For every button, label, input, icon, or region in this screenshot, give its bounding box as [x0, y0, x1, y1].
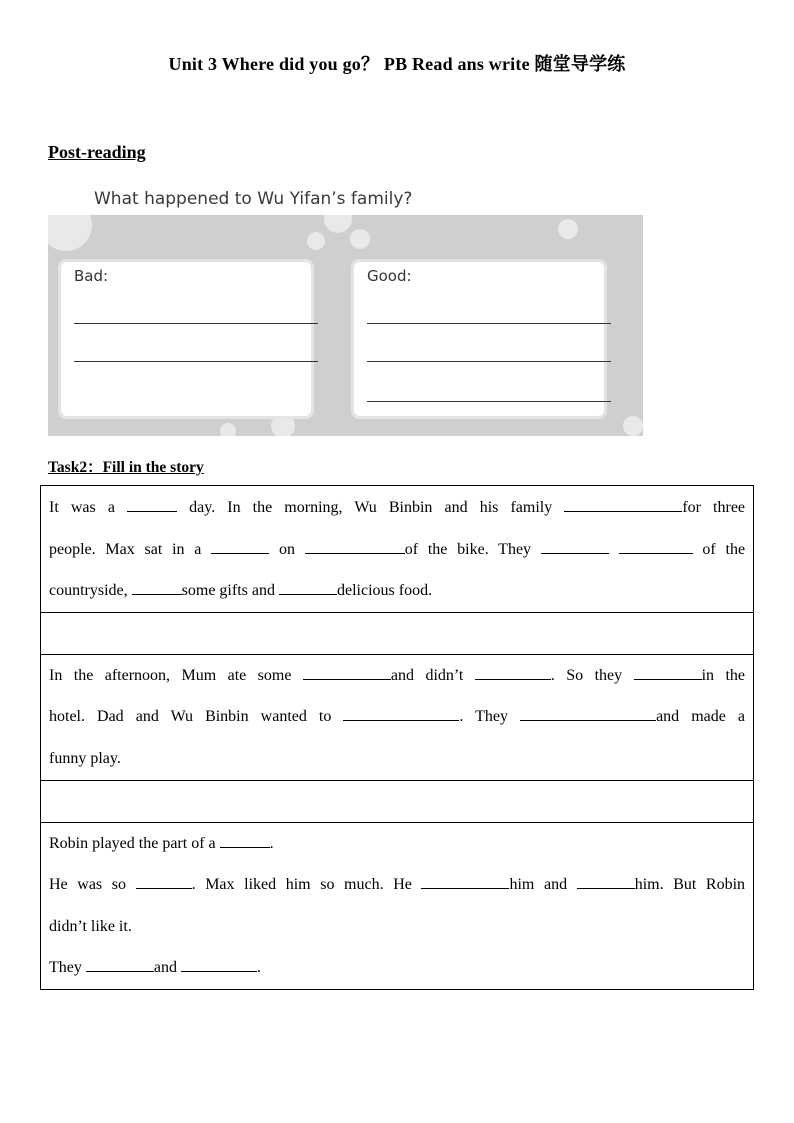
banner-question: What happened to Wu Yifan’s family?	[94, 189, 413, 209]
blank-field[interactable]	[305, 540, 405, 554]
story-row	[41, 486, 754, 613]
blank-field[interactable]	[220, 834, 270, 848]
blank-field[interactable]	[475, 666, 551, 680]
story-line: people. Max sat in a on of the bike. They of the	[49, 540, 746, 558]
blank-field[interactable]	[211, 540, 269, 554]
story-line: In the afternoon, Mum ate some and didn’t . So they in the	[49, 666, 746, 684]
blank-field[interactable]	[541, 540, 609, 554]
blank-field[interactable]	[86, 958, 154, 972]
blank-field[interactable]	[279, 581, 337, 595]
story-line: didn’t like it.	[49, 917, 132, 935]
bad-panel	[58, 259, 314, 419]
blank-field[interactable]	[181, 958, 257, 972]
story-line: countryside, some gifts and delicious food.	[49, 582, 433, 599]
blank-field[interactable]	[634, 666, 702, 680]
banner-header-strip	[48, 181, 643, 215]
blank-field[interactable]	[132, 581, 182, 595]
bad-answer-line[interactable]	[74, 323, 318, 324]
paragraph-3	[41, 822, 754, 989]
paragraph-2	[41, 654, 754, 780]
blank-field[interactable]	[619, 540, 693, 554]
task2-heading: Task2：Fill in the story	[48, 459, 204, 476]
blank-field[interactable]	[577, 875, 635, 889]
blank-field[interactable]	[564, 498, 682, 512]
paragraph-1	[41, 486, 754, 613]
story-line: Robin played the part of a .	[49, 834, 274, 852]
story-line: He was so . Max liked him so much. He him and him. But Robin	[49, 876, 746, 893]
story-row	[41, 822, 754, 989]
spacer-row	[41, 612, 754, 654]
story-line: hotel. Dad and Wu Binbin wanted to . They and made a	[49, 708, 746, 725]
spacer-row	[41, 780, 754, 822]
page-title: Unit 3 Where did you go？ PB Read ans write 随堂导学练	[168, 54, 626, 74]
post-reading-heading: Post-reading	[48, 142, 146, 162]
good-panel	[351, 259, 607, 419]
good-answer-line[interactable]	[367, 361, 611, 362]
blank-field[interactable]	[127, 498, 177, 512]
bad-answer-line[interactable]	[74, 361, 318, 362]
blank-field[interactable]	[136, 875, 192, 889]
good-answer-line[interactable]	[367, 323, 611, 324]
story-line: They and .	[49, 959, 261, 976]
story-row	[41, 654, 754, 780]
blank-field[interactable]	[520, 707, 656, 721]
story-line: It was a day. In the morning, Wu Binbin and his family for three	[49, 499, 746, 516]
good-answer-line[interactable]	[367, 401, 611, 402]
blank-field[interactable]	[303, 666, 391, 680]
story-table	[40, 485, 754, 990]
story-line: funny play.	[49, 749, 121, 767]
good-label: Good:	[367, 267, 412, 285]
bad-label: Bad:	[74, 267, 109, 285]
blank-field[interactable]	[343, 707, 459, 721]
question-banner-image	[48, 181, 643, 436]
blank-field[interactable]	[421, 875, 509, 889]
